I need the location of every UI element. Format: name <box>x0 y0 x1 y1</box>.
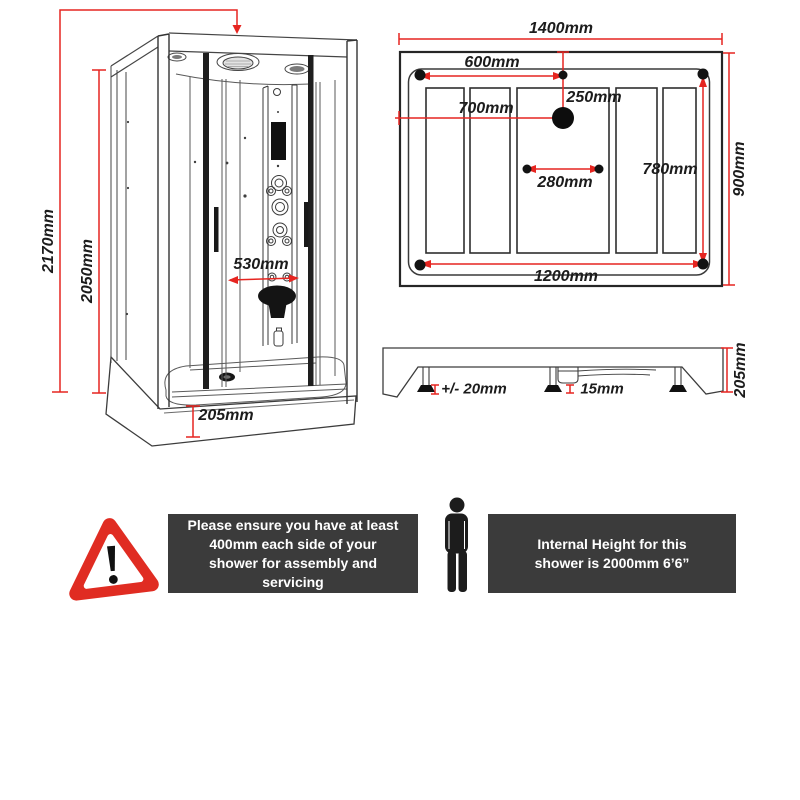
control-panel-display <box>271 122 286 160</box>
drain-hole <box>552 107 574 129</box>
cabin-dimension-lines <box>52 10 299 437</box>
fold-up-seat <box>258 286 296 319</box>
assembly-notice-line-1: Please ensure you have at least <box>187 516 399 533</box>
dim-side-tray-height: 205mm <box>732 342 749 398</box>
dim-cabin-seat-width: 530mm <box>233 256 289 273</box>
internal-height-notice <box>488 514 736 593</box>
dim-cabin-tray-height: 205mm <box>198 407 254 424</box>
plan-dimension-lines <box>395 33 735 285</box>
door-handle-right <box>304 202 309 247</box>
assembly-notice-line-3: shower for assembly and <box>208 554 378 571</box>
warning-triangle-icon <box>72 522 152 593</box>
dim-plan-feet-depth-spacing: 780mm <box>642 161 698 178</box>
person-icon <box>445 498 468 593</box>
door-handle-left <box>214 207 219 252</box>
tray-plan-drawing <box>395 33 735 286</box>
dim-plan-foot-to-drain: 600mm <box>464 54 520 71</box>
control-column <box>258 85 297 346</box>
dim-cabin-internal-height: 2050mm <box>79 238 96 304</box>
assembly-clearance-notice <box>168 514 418 593</box>
rain-shower-head <box>217 54 259 71</box>
dim-plan-overall-depth: 900mm <box>731 141 748 197</box>
assembly-notice-line-4: servicing <box>262 573 324 590</box>
dim-plan-centre-feet-spacing: 280mm <box>537 174 593 191</box>
tray-side-drawing <box>383 348 733 397</box>
dim-cabin-overall-height: 2170mm <box>40 208 57 274</box>
assembly-notice-line-2: 400mm each side of your <box>209 535 377 552</box>
internal-height-line-1: Internal Height for this <box>537 535 687 552</box>
dim-plan-drain-from-top: 250mm <box>566 89 622 106</box>
dim-side-foot-adjustment: +/- 20mm <box>441 380 507 398</box>
internal-height-line-2: shower is 2000mm 6’6” <box>534 554 690 571</box>
door-frame-strip-left <box>203 53 209 389</box>
door-frame-strip-right <box>308 55 314 386</box>
dim-plan-drain-from-left: 700mm <box>458 100 514 117</box>
dim-side-waste-clearance: 15mm <box>580 380 624 398</box>
shower-cabin-drawing <box>52 10 357 446</box>
dim-plan-overall-width: 1400mm <box>528 20 594 37</box>
dim-plan-feet-width-spacing: 1200mm <box>533 268 599 285</box>
